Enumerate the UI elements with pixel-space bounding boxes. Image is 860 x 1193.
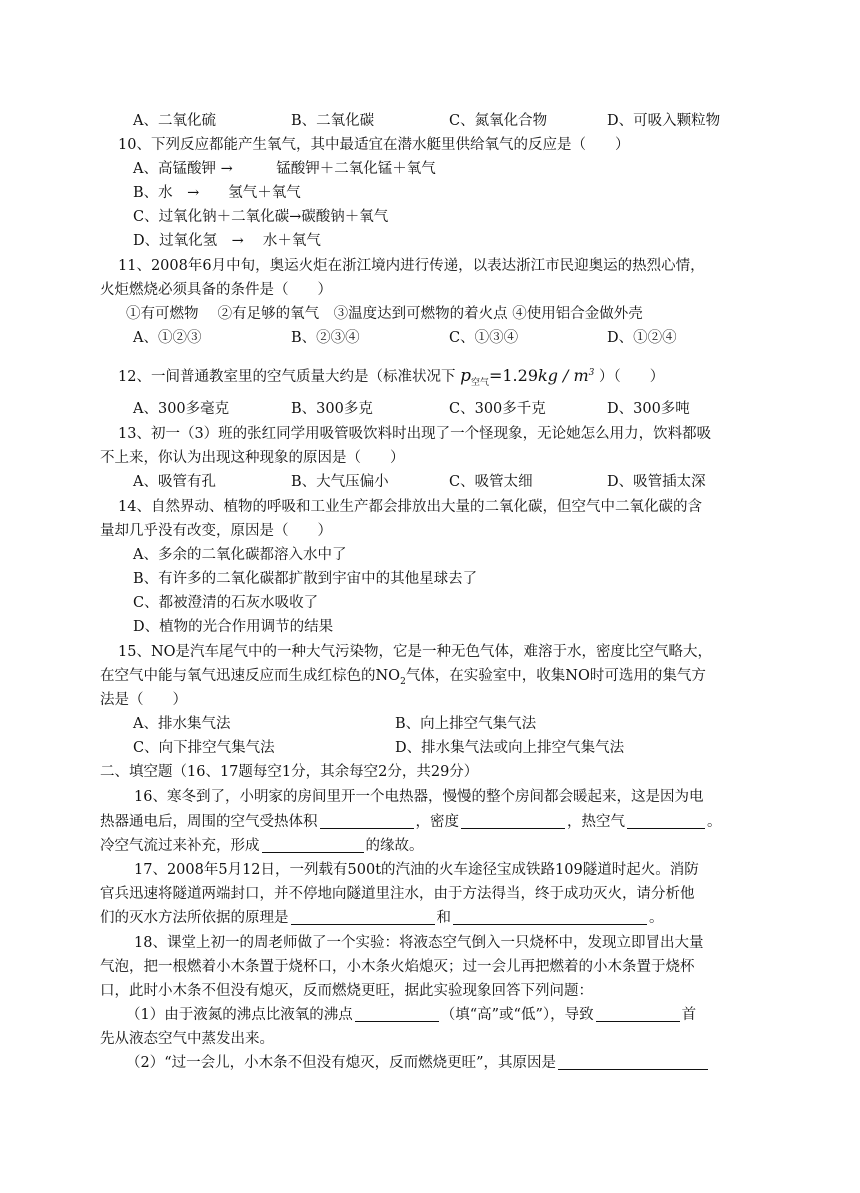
q16-blank-convection[interactable] xyxy=(262,836,364,853)
q10-option-a: A、高锰酸钾 → 锰酸钾＋二氧化锰＋氧气 xyxy=(133,161,436,177)
q13-option-a: A、吸管有孔 xyxy=(133,474,216,490)
q14-option-b: B、有许多的二氧化碳都扩散到宇宙中的其他星球去了 xyxy=(133,571,478,587)
q16-line2: 热器通电后，周围的空气受热体积 ，密度 ，热空气 。 xyxy=(100,814,722,830)
q12-density-formula: $p_{空气}=1.29kg / m^3$ xyxy=(460,365,595,388)
q18-blank-reason[interactable] xyxy=(558,1053,708,1070)
q13-option-d: D、吸管插太深 xyxy=(607,474,706,490)
q10-option-d: D、过氧化氢 → 水＋氧气 xyxy=(133,233,321,249)
q12-stem xyxy=(118,362,664,394)
q15-option-a: A、排水集气法 xyxy=(133,716,231,732)
q18-part1-line2: 先从液态空气中蒸发出来。 xyxy=(100,1031,274,1047)
q15-options-row2 xyxy=(133,737,624,759)
q11-option-b: B、②③④ xyxy=(291,330,360,346)
q12-option-d: D、300多吨 xyxy=(607,401,690,417)
q14-stem-line1: 14、自然界动、植物的呼吸和工业生产都会排放出大量的二氧化碳，但空气中二氧化碳的含 xyxy=(118,499,702,515)
q16-blank-hot-air[interactable] xyxy=(627,812,705,829)
q9-options xyxy=(133,110,720,132)
q12-options xyxy=(133,398,690,420)
q15-option-b: B、向上排空气集气法 xyxy=(395,716,537,732)
q12-option-c: C、300多千克 xyxy=(449,401,546,417)
q18-blank-gas[interactable] xyxy=(596,1005,680,1022)
q12-option-b: B、300多克 xyxy=(291,401,373,417)
q14-option-a: A、多余的二氧化碳都溶入水中了 xyxy=(133,547,347,563)
q12-stem-end: ）（ ） xyxy=(599,368,665,385)
q9-option-d: D、可吸入颗粒物 xyxy=(607,113,721,129)
q13-options xyxy=(133,471,706,493)
q18-part2-line1: （2）“过一会儿，小木条不但没有熄灭，反而燃烧更旺”，其原因是 xyxy=(126,1052,710,1074)
q10-option-c: C、过氧化钠＋二氧化碳→碳酸钠＋氧气 xyxy=(133,209,389,225)
q14-stem-line2: 量却几乎没有改变，原因是（ ） xyxy=(100,523,332,539)
q10-stem: 10、下列反应都能产生氧气，其中最适宜在潜水艇里供给氧气的反应是（ ） xyxy=(118,137,630,153)
q13-stem-line2: 不上来，你认为出现这种现象的原因是（ ） xyxy=(100,450,405,466)
q11-conditions: ①有可燃物 ②有足够的氧气 ③温度达到可燃物的着火点 ④使用铝合金做外壳 xyxy=(126,306,643,322)
q17-line1: 17、2008年5月12日，一列载有500t的汽油的火车途径宝成铁路109隧道时起火。消防 xyxy=(134,862,699,878)
q11-stem-line2: 火炬燃烧必须具备的条件是（ ） xyxy=(100,282,332,298)
q15-stem-line2: 在空气中能与氧气迅速反应而生成红棕色的$NO_2$气体，在实验室中，收集NO时可选用的集气方 xyxy=(100,668,706,687)
q15-option-d: D、排水集气法或向上排空气集气法 xyxy=(395,740,625,756)
q18-line2: 气泡，把一根燃着小木条置于烧杯口，小木条火焰熄灭；过一会儿再把燃着的小木条置于烧杯 xyxy=(100,959,695,975)
q9-option-c: C、氮氧化合物 xyxy=(449,113,548,129)
q13-option-c: C、吸管太细 xyxy=(449,474,533,490)
q18-part1-line1: （1）由于液氮的沸点比液氧的沸点 （填“高”或“低”），导致 首 xyxy=(126,1007,697,1023)
q15-options-row1 xyxy=(133,713,536,735)
q15-stem-line1: 15、NO是汽车尾气中的一种大气污染物，它是一种无色气体，难溶于水，密度比空气略大， xyxy=(118,644,713,660)
q11-stem-line1: 11、2008年6月中旬，奥运火炬在浙江境内进行传递，以表达浙江市民迎奥运的热烈心情， xyxy=(118,258,705,274)
q16-line1: 16、寒冬到了，小明家的房间里开一个电热器，慢慢的整个房间都会暖起来，这是因为电 xyxy=(134,789,704,805)
q13-option-b: B、大气压偏小 xyxy=(291,474,389,490)
q16-line3: 冷空气流过来补充，形成 的缘故。 xyxy=(100,838,424,854)
q17-blank-principle-1[interactable] xyxy=(291,908,435,925)
q17-line3: 们的灭水方法所依据的原理是 和 。 xyxy=(100,910,664,926)
q12-option-a: A、300多毫克 xyxy=(133,401,230,417)
q13-stem-line1: 13、初一（3）班的张红同学用吸管吸饮料时出现了一个怪现象，无论她怎么用力，饮料都吸 xyxy=(118,426,712,442)
q17-line2: 官兵迅速将隧道两端封口，并不停地向隧道里注水，由于方法得当，终于成功灭火，请分析他 xyxy=(100,886,695,902)
q16-blank-density[interactable] xyxy=(461,812,565,829)
q15-stem-line3: 法是（ ） xyxy=(100,692,187,708)
q14-option-d: D、植物的光合作用调节的结果 xyxy=(133,619,334,635)
q15-option-c: C、向下排空气集气法 xyxy=(133,740,275,756)
section-2-title: 二、填空题（16、17题每空1分，其余每空2分，共29分） xyxy=(100,764,479,780)
q17-blank-principle-2[interactable] xyxy=(453,908,647,925)
q14-option-c: C、都被澄清的石灰水吸收了 xyxy=(133,595,319,611)
q11-option-d: D、①②④ xyxy=(607,330,677,346)
q9-option-b: B、二氧化碳 xyxy=(291,113,375,129)
q10-option-b: B、水 → 氢气＋氧气 xyxy=(133,185,301,201)
q11-option-a: A、①②③ xyxy=(133,330,202,346)
q18-line3: 口，此时小木条不但没有熄灭，反而燃烧更旺，据此实验现象回答下列问题： xyxy=(100,983,593,999)
q11-option-c: C、①③④ xyxy=(449,330,519,346)
q18-line1: 18、课堂上初一的周老师做了一个实验：将液态空气倒入一只烧杯中，发现立即冒出大量 xyxy=(134,935,704,951)
q11-options xyxy=(133,327,677,349)
q9-option-a: A、二氧化硫 xyxy=(133,113,216,129)
q16-blank-volume[interactable] xyxy=(320,812,414,829)
q12-stem-text: 12、一间普通教室里的空气质量大约是（标准状况下 xyxy=(118,368,456,385)
q18-blank-boiling-point[interactable] xyxy=(355,1005,439,1022)
